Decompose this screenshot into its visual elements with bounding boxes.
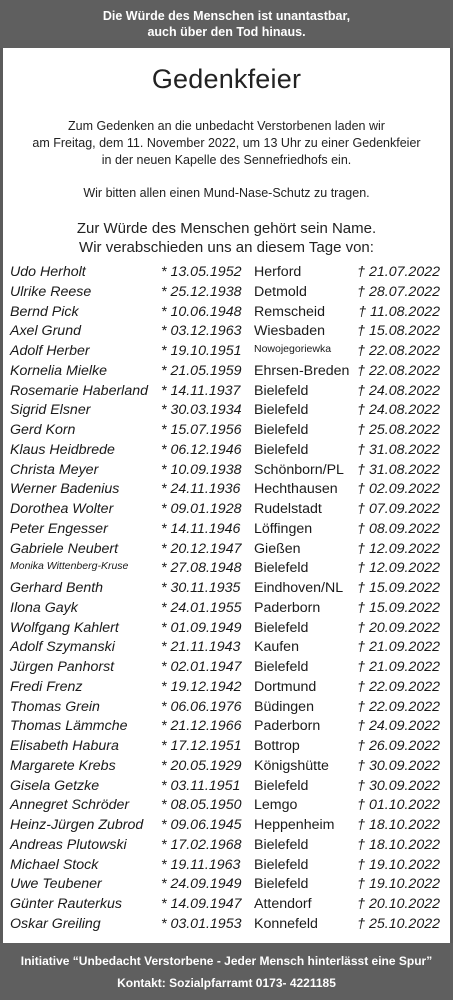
birth-place: Nowojegoriewka <box>254 343 332 355</box>
name-heading-line-1: Zur Würde des Menschen gehört sein Name. <box>76 220 377 237</box>
person-name: Kornelia Mielke <box>10 362 107 379</box>
birth-place: Kaufen <box>254 639 299 656</box>
list-item <box>10 264 440 284</box>
birth-date: * 17.12.1951 <box>161 738 242 754</box>
death-date: † 01.10.2022 <box>357 797 440 814</box>
list-item <box>10 699 440 719</box>
birth-place: Bielefeld <box>254 619 309 636</box>
person-name: Peter Engesser <box>10 520 108 537</box>
intro-text <box>0 118 453 169</box>
person-name: Ilona Gayk <box>10 599 78 616</box>
footer-line-2: Kontakt: Sozialpfarramt 0173- 4221185 <box>117 975 336 990</box>
person-name: Udo Herholt <box>10 264 86 280</box>
person-name: Wolfgang Kahlert <box>10 619 119 636</box>
list-item <box>10 560 440 580</box>
birth-place: Gießen <box>254 540 301 557</box>
birth-date: * 24.01.1955 <box>161 599 242 616</box>
person-name: Adolf Szymanski <box>10 639 115 656</box>
birth-place: Bielefeld <box>254 856 309 873</box>
birth-place: Paderborn <box>254 718 321 735</box>
birth-place: Bielefeld <box>254 836 309 853</box>
person-name: Klaus Heidbrede <box>10 441 115 458</box>
person-name: Fredi Frenz <box>10 678 83 695</box>
person-name: Rosemarie Haberland <box>10 382 149 399</box>
death-date: † 31.08.2022 <box>357 441 440 458</box>
death-date: † 11.08.2022 <box>358 303 440 320</box>
list-item <box>10 600 440 620</box>
birth-date: * 10.09.1938 <box>161 461 242 478</box>
list-item <box>10 778 440 798</box>
list-item <box>10 837 440 857</box>
birth-place: Schönborn/PL <box>254 461 344 478</box>
person-name: Sigrid Elsner <box>10 402 91 419</box>
death-date: † 28.07.2022 <box>357 283 440 300</box>
birth-date: * 02.01.1947 <box>161 659 242 675</box>
death-date: † 21.07.2022 <box>357 264 440 280</box>
death-date: † 07.09.2022 <box>357 501 440 517</box>
birth-place: Königshütte <box>254 757 329 774</box>
list-item <box>10 422 440 442</box>
person-name: Ulrike Reese <box>10 283 92 300</box>
person-name: Axel Grund <box>10 323 81 340</box>
list-item <box>10 620 440 640</box>
birth-place: Bielefeld <box>254 382 309 399</box>
birth-date: * 14.11.1946 <box>161 520 241 537</box>
birth-date: * 08.05.1950 <box>161 797 242 814</box>
intro-line-1: Zum Gedenken an die unbedacht Verstorbenen laden wir <box>68 119 385 133</box>
birth-place: Hechthausen <box>254 481 338 498</box>
death-date: † 22.08.2022 <box>357 362 440 379</box>
birth-date: * 06.12.1946 <box>161 441 242 458</box>
birth-date: * 03.12.1963 <box>161 323 242 340</box>
birth-place: Bielefeld <box>254 777 309 794</box>
birth-place: Bottrop <box>254 738 300 754</box>
birth-place: Konnefeld <box>254 915 318 932</box>
list-item <box>10 758 440 778</box>
footer-line-1: Initiative “Unbedacht Verstorbene - Jeder Mensch hinterlässt eine Spur” <box>20 953 433 968</box>
list-item <box>10 659 440 679</box>
person-name: Michael Stock <box>10 856 99 873</box>
birth-date: * 14.09.1947 <box>161 896 242 912</box>
birth-place: Bielefeld <box>254 876 309 893</box>
birth-date: * 24.09.1949 <box>161 876 242 893</box>
person-name: Andreas Plutowski <box>10 836 127 853</box>
death-date: † 02.09.2022 <box>357 481 440 498</box>
person-name: Gerhard Benth <box>10 580 104 596</box>
death-date: † 21.09.2022 <box>357 639 440 656</box>
list-item <box>10 817 440 837</box>
death-date: † 30.09.2022 <box>357 777 440 794</box>
birth-date: * 21.12.1966 <box>161 718 242 735</box>
person-name: Uwe Teubener <box>10 876 102 893</box>
list-item <box>10 639 440 659</box>
birth-date: * 03.01.1953 <box>161 915 242 932</box>
death-date: † 20.10.2022 <box>357 896 440 912</box>
birth-place: Bielefeld <box>254 422 309 438</box>
death-date: † 12.09.2022 <box>357 560 440 577</box>
birth-date: * 10.06.1948 <box>161 303 242 320</box>
list-item <box>10 916 440 936</box>
birth-date: * 14.11.1937 <box>161 382 241 399</box>
notice-title: Gedenkfeier <box>151 64 302 94</box>
birth-date: * 09.06.1945 <box>161 817 242 833</box>
footer-banner <box>0 943 453 1000</box>
death-date: † 26.09.2022 <box>357 738 440 754</box>
person-name: Gisela Getzke <box>10 777 100 794</box>
death-date: † 24.09.2022 <box>357 718 440 735</box>
list-item <box>10 284 440 304</box>
birth-place: Lemgo <box>254 797 298 814</box>
birth-date: * 09.01.1928 <box>161 501 242 517</box>
list-item <box>10 462 440 482</box>
birth-date: * 19.10.1951 <box>161 343 242 359</box>
list-item <box>10 383 440 403</box>
birth-place: Eindhoven/NL <box>254 580 344 596</box>
birth-date: * 19.11.1963 <box>161 856 241 873</box>
death-date: † 15.08.2022 <box>357 323 440 340</box>
birth-date: * 17.02.1968 <box>161 836 242 853</box>
list-item <box>10 402 440 422</box>
list-item <box>10 541 440 561</box>
death-date: † 20.09.2022 <box>357 619 440 636</box>
death-date: † 19.10.2022 <box>357 876 440 893</box>
person-name: Elisabeth Habura <box>10 738 119 754</box>
death-date: † 15.09.2022 <box>357 599 440 616</box>
intro-line-3: in der neuen Kapelle des Sennefriedhofs ein. <box>101 153 352 167</box>
mask-note: Wir bitten allen einen Mund-Nase-Schutz zu tragen. <box>83 186 370 200</box>
person-name: Christa Meyer <box>10 461 99 478</box>
person-name: Werner Badenius <box>10 481 120 498</box>
list-item <box>10 738 440 758</box>
birth-place: Heppenheim <box>254 817 335 833</box>
death-date: † 18.10.2022 <box>357 836 440 853</box>
death-date: † 12.09.2022 <box>357 540 440 557</box>
birth-place: Herford <box>254 264 302 280</box>
birth-date: * 24.11.1936 <box>161 481 241 498</box>
death-date: † 21.09.2022 <box>357 659 440 675</box>
birth-place: Bielefeld <box>254 659 309 675</box>
birth-place: Remscheid <box>254 303 325 320</box>
death-date: † 08.09.2022 <box>357 520 440 537</box>
person-name: Oskar Greiling <box>10 915 101 932</box>
list-item <box>10 797 440 817</box>
birth-date: * 03.11.1951 <box>161 777 241 794</box>
person-name: Margarete Krebs <box>10 757 116 774</box>
list-item <box>10 501 440 521</box>
death-date: † 24.08.2022 <box>357 382 440 399</box>
name-heading <box>0 219 453 257</box>
list-item <box>10 521 440 541</box>
birth-place: Bielefeld <box>254 441 309 458</box>
person-name: Thomas Grein <box>10 698 100 715</box>
list-item <box>10 580 440 600</box>
birth-place: Attendorf <box>254 896 312 912</box>
birth-date: * 19.12.1942 <box>161 678 242 695</box>
person-name: Günter Rauterkus <box>10 896 122 912</box>
list-item <box>10 896 440 916</box>
list-item <box>10 876 440 896</box>
birth-place: Dortmund <box>254 678 317 695</box>
list-item <box>10 343 440 363</box>
header-line-2: auch über den Tod hinaus. <box>147 25 306 39</box>
person-name: Monika Wittenberg-Kruse <box>10 560 129 573</box>
birth-date: * 30.11.1935 <box>161 580 241 596</box>
birth-place: Wiesbaden <box>254 323 325 340</box>
list-item <box>10 481 440 501</box>
birth-date: * 21.05.1959 <box>161 362 242 379</box>
death-date: † 30.09.2022 <box>357 757 440 774</box>
header-line-1: Die Würde des Menschen ist unantastbar, <box>102 9 351 23</box>
death-date: † 25.10.2022 <box>357 915 440 932</box>
list-item <box>10 857 440 877</box>
death-date: † 22.09.2022 <box>357 678 440 695</box>
person-name: Thomas Lämmche <box>10 718 128 735</box>
birth-date: * 27.08.1948 <box>161 560 242 577</box>
death-date: † 22.08.2022 <box>357 343 440 359</box>
person-name: Adolf Herber <box>10 343 90 359</box>
death-date: † 15.09.2022 <box>357 580 440 596</box>
birth-place: Bielefeld <box>254 402 309 419</box>
list-item <box>10 363 440 383</box>
birth-place: Paderborn <box>254 599 321 616</box>
list-item <box>10 304 440 324</box>
birth-place: Detmold <box>254 283 307 300</box>
birth-date: * 30.03.1934 <box>161 402 242 419</box>
birth-place: Löffingen <box>254 520 313 537</box>
birth-date: * 20.12.1947 <box>161 540 242 557</box>
death-date: † 18.10.2022 <box>357 817 440 833</box>
person-name: Dorothea Wolter <box>10 501 114 517</box>
person-name: Gabriele Neubert <box>10 540 119 557</box>
birth-date: * 21.11.1943 <box>161 639 241 656</box>
person-name: Jürgen Panhorst <box>10 659 115 675</box>
death-date: † 19.10.2022 <box>357 856 440 873</box>
birth-place: Rudelstadt <box>254 501 322 517</box>
birth-place: Büdingen <box>254 698 314 715</box>
header-banner <box>0 0 453 48</box>
death-date: † 22.09.2022 <box>357 698 440 715</box>
birth-date: * 15.07.1956 <box>161 422 242 438</box>
birth-date: * 01.09.1949 <box>161 619 242 636</box>
list-item <box>10 442 440 462</box>
person-name: Bernd Pick <box>10 303 79 320</box>
birth-date: * 06.06.1976 <box>161 698 242 715</box>
birth-place: Bielefeld <box>254 560 309 577</box>
person-name: Annegret Schröder <box>10 797 130 814</box>
death-date: † 31.08.2022 <box>357 461 440 478</box>
deceased-list <box>10 264 440 936</box>
death-date: † 25.08.2022 <box>357 422 440 438</box>
list-item <box>10 679 440 699</box>
birth-date: * 13.05.1952 <box>161 264 242 280</box>
name-heading-line-2: Wir verabschieden uns an diesem Tage von: <box>79 239 374 256</box>
intro-line-2: am Freitag, dem 11. November 2022, um 13 Uhr zu einer Gedenkfeier <box>32 136 421 150</box>
birth-place: Ehrsen-Breden <box>254 362 350 379</box>
list-item <box>10 718 440 738</box>
birth-date: * 25.12.1938 <box>161 283 242 300</box>
birth-date: * 20.05.1929 <box>161 757 242 774</box>
list-item <box>10 323 440 343</box>
person-name: Heinz-Jürgen Zubrod <box>10 817 144 833</box>
death-date: † 24.08.2022 <box>357 402 440 419</box>
person-name: Gerd Korn <box>10 422 76 438</box>
